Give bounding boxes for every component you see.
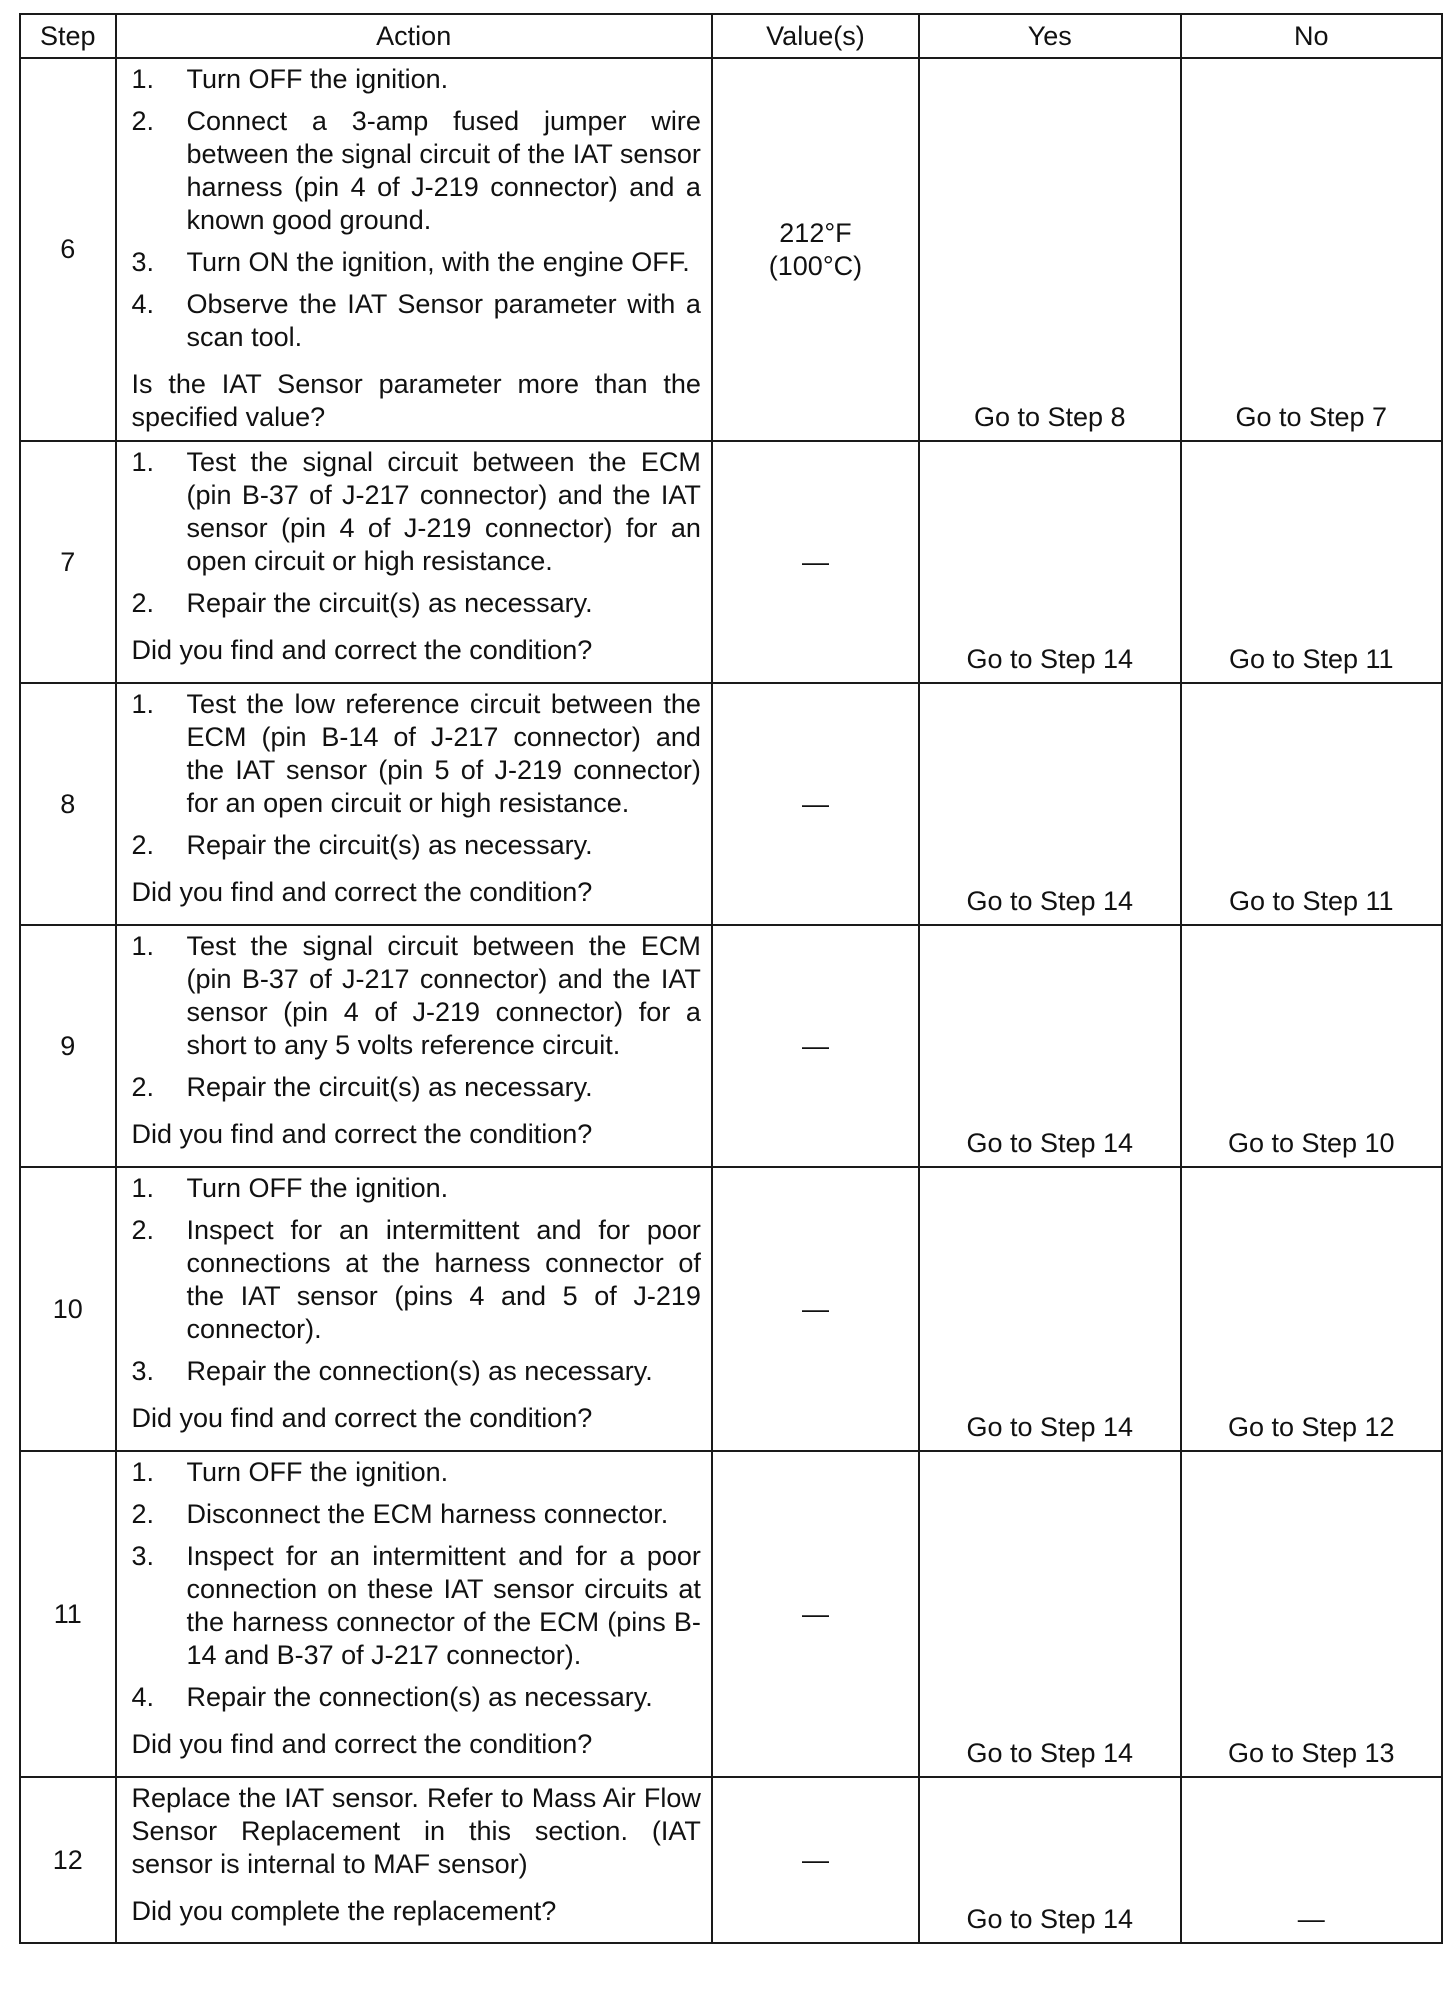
yes-cell: Go to Step 14 <box>919 1451 1180 1777</box>
action-item <box>132 105 701 237</box>
value-cell: — <box>712 683 919 925</box>
value-cell: — <box>712 1451 919 1777</box>
table-row <box>20 925 1442 1167</box>
action-question: Did you complete the replacement? <box>131 1896 557 1926</box>
no-cell: Go to Step 11 <box>1181 683 1443 925</box>
yes-cell: Go to Step 8 <box>919 58 1180 441</box>
header-yes: Yes <box>919 14 1180 58</box>
item-number: 3. <box>131 1356 155 1386</box>
table-row <box>20 58 1442 441</box>
no-cell: — <box>1181 1777 1443 1943</box>
action-item <box>132 688 701 820</box>
yes-cell: Go to Step 14 <box>919 1167 1180 1451</box>
action-cell <box>116 683 712 925</box>
yes-cell: Go to Step 14 <box>919 683 1180 925</box>
no-cell: Go to Step 12 <box>1181 1167 1443 1451</box>
item-number: 1. <box>131 931 155 961</box>
action-question: Did you find and correct the condition? <box>131 877 593 907</box>
item-text: Turn OFF the ignition. <box>186 1173 449 1203</box>
item-text: Turn ON the ignition, with the engine OFF. <box>186 247 690 277</box>
item-number: 2. <box>131 1072 155 1102</box>
item-text: Observe the IAT Sensor parameter with a scan tool. <box>186 289 701 352</box>
item-text: Repair the connection(s) as necessary. <box>186 1356 653 1386</box>
item-text: Inspect for an intermittent and for poor connections at the harness connector of the IAT sensor (pins 4 and 5 of J-219 connector). <box>186 1215 701 1344</box>
action-cell <box>116 58 712 441</box>
step-number: 11 <box>20 1451 116 1777</box>
action-question: Did you find and correct the condition? <box>131 1403 593 1433</box>
yes-cell: Go to Step 14 <box>919 925 1180 1167</box>
step-number: 9 <box>20 925 116 1167</box>
diagnostic-table <box>19 13 1443 1944</box>
header-values: Value(s) <box>712 14 919 58</box>
action-question: Did you find and correct the condition? <box>131 1119 593 1149</box>
item-text: Repair the circuit(s) as necessary. <box>186 588 593 618</box>
action-item <box>132 829 701 862</box>
value-cell: — <box>712 1167 919 1451</box>
item-text: Test the signal circuit between the ECM (pin B-37 of J-217 connector) and the IAT sensor (pin 4 of J-219 connector) for an open circuit or high resistance. <box>186 447 701 576</box>
action-item <box>132 1071 701 1104</box>
item-text: Connect a 3-amp fused jumper wire between the signal circuit of the IAT sensor harness (pin 4 of J-219 connector) and a known good ground. <box>186 106 701 235</box>
value-cell: — <box>712 1777 919 1943</box>
action-item <box>132 246 701 279</box>
action-item <box>132 1172 701 1205</box>
step-number: 6 <box>20 58 116 441</box>
step-number: 7 <box>20 441 116 683</box>
header-row <box>20 14 1442 58</box>
action-question: Did you find and correct the condition? <box>131 635 593 665</box>
action-cell <box>116 441 712 683</box>
item-number: 1. <box>131 447 155 477</box>
action-item <box>132 1498 701 1531</box>
value-cell: — <box>712 441 919 683</box>
action-item <box>132 288 701 354</box>
table-row <box>20 1777 1442 1943</box>
action-item <box>132 1456 701 1489</box>
table-row <box>20 1451 1442 1777</box>
yes-cell: Go to Step 14 <box>919 441 1180 683</box>
step-number: 12 <box>20 1777 116 1943</box>
item-text: Test the low reference circuit between the ECM (pin B-14 of J-217 connector) and the IAT sensor (pin 5 of J-219 connector) for an open circuit or high resistance. <box>186 689 701 818</box>
table-row <box>20 441 1442 683</box>
item-text: Repair the circuit(s) as necessary. <box>186 1072 593 1102</box>
action-item <box>132 63 701 96</box>
no-cell: Go to Step 7 <box>1181 58 1443 441</box>
item-number: 4. <box>131 289 155 319</box>
value-fahrenheit: 212°F <box>779 217 852 248</box>
no-cell: Go to Step 10 <box>1181 925 1443 1167</box>
step-number: 8 <box>20 683 116 925</box>
value-celsius: (100°C) <box>768 250 863 281</box>
item-number: 2. <box>131 106 155 136</box>
item-text: Test the signal circuit between the ECM (pin B-37 of J-217 connector) and the IAT sensor (pin 4 of J-219 connector) for a short to any 5 volts reference circuit. <box>186 931 701 1060</box>
item-number: 1. <box>131 1457 155 1487</box>
action-cell <box>116 1451 712 1777</box>
action-item <box>132 587 701 620</box>
item-number: 2. <box>131 830 155 860</box>
no-cell: Go to Step 11 <box>1181 441 1443 683</box>
action-question: Did you find and correct the condition? <box>131 1729 593 1759</box>
item-text: Repair the circuit(s) as necessary. <box>186 830 593 860</box>
yes-cell: Go to Step 14 <box>919 1777 1180 1943</box>
action-item <box>132 1214 701 1346</box>
action-cell <box>116 1777 712 1943</box>
item-number: 2. <box>131 1499 155 1529</box>
item-text: Turn OFF the ignition. <box>186 64 449 94</box>
header-no: No <box>1181 14 1443 58</box>
action-cell <box>116 925 712 1167</box>
action-item <box>132 446 701 578</box>
item-text: Turn OFF the ignition. <box>186 1457 449 1487</box>
item-text: Repair the connection(s) as necessary. <box>186 1682 653 1712</box>
item-number: 1. <box>131 689 155 719</box>
item-text: Disconnect the ECM harness connector. <box>186 1499 669 1529</box>
item-number: 2. <box>131 588 155 618</box>
action-item <box>132 1540 701 1672</box>
action-cell <box>116 1167 712 1451</box>
action-question: Is the IAT Sensor parameter more than the specified value? <box>131 369 701 432</box>
table-row <box>20 683 1442 925</box>
item-number: 3. <box>131 1541 155 1571</box>
item-number: 4. <box>131 1682 155 1712</box>
no-cell: Go to Step 13 <box>1181 1451 1443 1777</box>
item-number: 1. <box>131 1173 155 1203</box>
value-cell <box>712 58 919 441</box>
action-item <box>132 930 701 1062</box>
value-cell: — <box>712 925 919 1167</box>
item-number: 3. <box>131 247 155 277</box>
header-action: Action <box>116 14 712 58</box>
item-number: 2. <box>131 1215 155 1245</box>
action-paragraph: Replace the IAT sensor. Refer to Mass Air Flow Sensor Replacement in this section. (IAT sensor is internal to MAF sensor) <box>131 1783 701 1879</box>
item-text: Inspect for an intermittent and for a poor connection on these IAT sensor circuits at the harness connector of the ECM (pins B-14 and B-37 of J-217 connector). <box>186 1541 701 1670</box>
header-step: Step <box>20 14 116 58</box>
action-item <box>132 1355 701 1388</box>
item-number: 1. <box>131 64 155 94</box>
step-number: 10 <box>20 1167 116 1451</box>
action-item <box>132 1681 701 1714</box>
table-row <box>20 1167 1442 1451</box>
